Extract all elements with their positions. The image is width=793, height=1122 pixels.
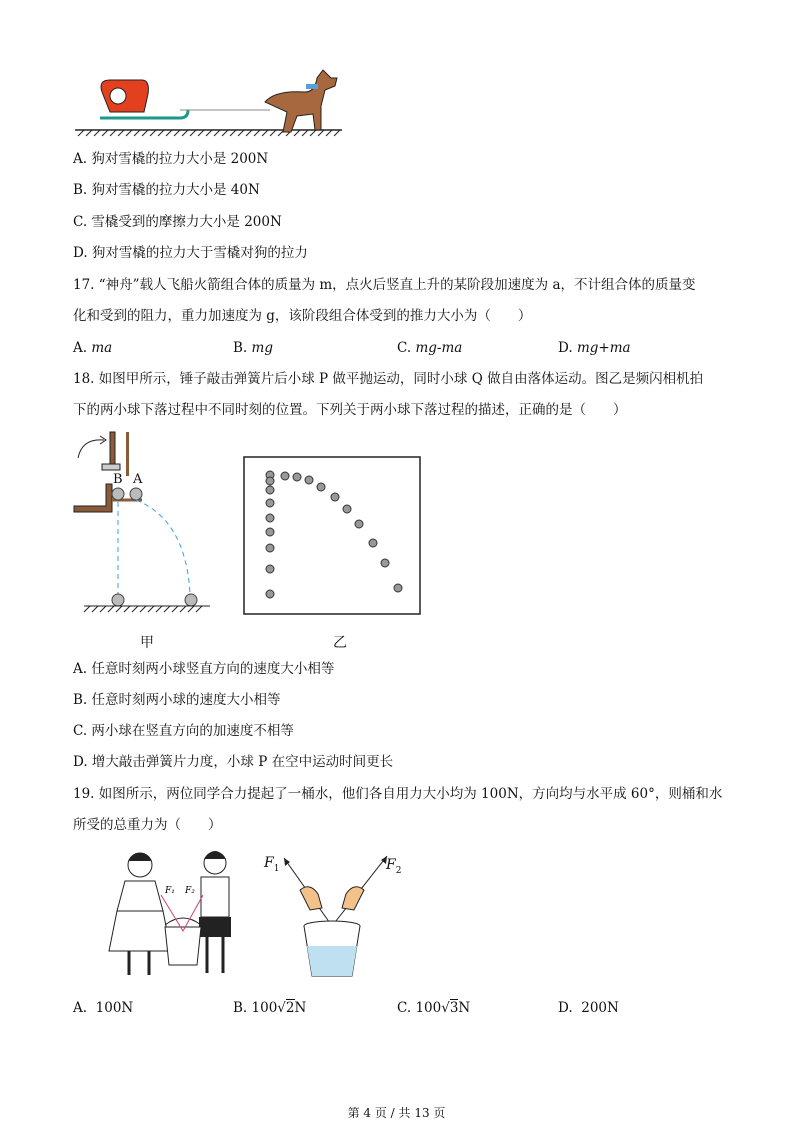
label-b: B xyxy=(113,472,123,487)
children-carrying-bucket-figure xyxy=(95,845,255,985)
q19-stem-line1: 19. 如图所示，两位同学合力提起了一桶水，他们各自用力大小均为 100N，方向均与水平成 60°，则桶和水 xyxy=(73,786,723,802)
strobe-ball xyxy=(293,473,301,481)
strobe-ball xyxy=(355,520,363,528)
q18-option-b: B. 任意时刻两小球的速度大小相等 xyxy=(73,692,281,708)
strobe-ball xyxy=(281,472,289,480)
force-label-f1: $F_1$ xyxy=(264,855,280,874)
strobe-ball xyxy=(266,528,274,536)
sled-dog-figure xyxy=(70,62,350,140)
strobe-ball xyxy=(266,499,274,507)
q18-option-d: D. 增大敲击弹簧片力度，小球 P 在空中运动时间更长 xyxy=(73,754,394,770)
strobe-ball xyxy=(381,559,389,567)
q18-option-c: C. 两小球在竖直方向的加速度不相等 xyxy=(73,723,294,739)
strobe-ball xyxy=(369,539,377,547)
label-a: A xyxy=(133,472,143,487)
figure-yi-strobe-photo xyxy=(242,455,424,617)
q18-option-a: A. 任意时刻两小球竖直方向的速度大小相等 xyxy=(73,661,335,677)
q16-option-c: C. 雪橇受到的摩擦力大小是 200N xyxy=(73,214,282,230)
q17-option-a: A. ma xyxy=(73,340,113,356)
caption-jia: 甲 xyxy=(140,635,154,651)
strobe-ball xyxy=(266,590,274,598)
force-label-f2: $F_2$ xyxy=(386,857,402,876)
strobe-ball xyxy=(343,505,351,513)
q19-option-c: C. 100√3N xyxy=(397,1000,471,1016)
strobe-ball xyxy=(394,584,402,592)
strobe-ball xyxy=(266,514,274,522)
strobe-ball xyxy=(266,477,274,485)
q16-option-d: D. 狗对雪橇的拉力大于雪橇对狗的拉力 xyxy=(73,245,308,261)
q16-option-b: B. 狗对雪橇的拉力大小是 40N xyxy=(73,182,260,198)
q17-option-c: C. mg-ma xyxy=(397,340,463,356)
q18-stem-line2: 下的两小球下落过程中不同时刻的位置。下列关于两小球下落过程的描述，正确的是（ ） xyxy=(73,402,627,418)
q18-stem-line1: 18. 如图甲所示，锤子敲击弹簧片后小球 P 做平抛运动，同时小球 Q 做自由落体运动。图乙是频闪相机拍 xyxy=(73,371,704,387)
strobe-ball xyxy=(266,486,274,494)
strobe-ball xyxy=(266,565,274,573)
strobe-ball xyxy=(331,493,339,501)
q17-stem-line2: 化和受到的阻力，重力加速度为 g，该阶段组合体受到的推力大小为（ ） xyxy=(73,308,532,324)
q17-option-b: B. mg xyxy=(233,340,273,356)
strobe-ball xyxy=(305,476,313,484)
strobe-ball xyxy=(317,483,325,491)
page-footer: 第 4 页 / 共 13 页 xyxy=(347,1106,446,1120)
svg-text:F₁: F₁ xyxy=(165,886,175,896)
q19-option-b: B. 100√2N xyxy=(233,1000,307,1016)
q16-option-a: A. 狗对雪橇的拉力大小是 200N xyxy=(73,151,269,167)
q17-option-d: D. mg+ma xyxy=(558,340,631,356)
caption-yi: 乙 xyxy=(333,635,347,651)
strobe-ball xyxy=(266,544,274,552)
q19-option-a: A. 100N xyxy=(73,1000,134,1016)
q19-stem-line2: 所受的总重力为（ ） xyxy=(73,817,222,833)
q17-stem-line1: 17. “神舟”载人飞船火箭组合体的质量为 m，点火后竖直上升的某阶段加速度为 a，不计组合体的质量变 xyxy=(73,277,696,293)
figure-jia-apparatus xyxy=(70,428,220,618)
svg-text:F₂: F₂ xyxy=(185,886,195,896)
q19-option-d: D. 200N xyxy=(558,1000,619,1016)
